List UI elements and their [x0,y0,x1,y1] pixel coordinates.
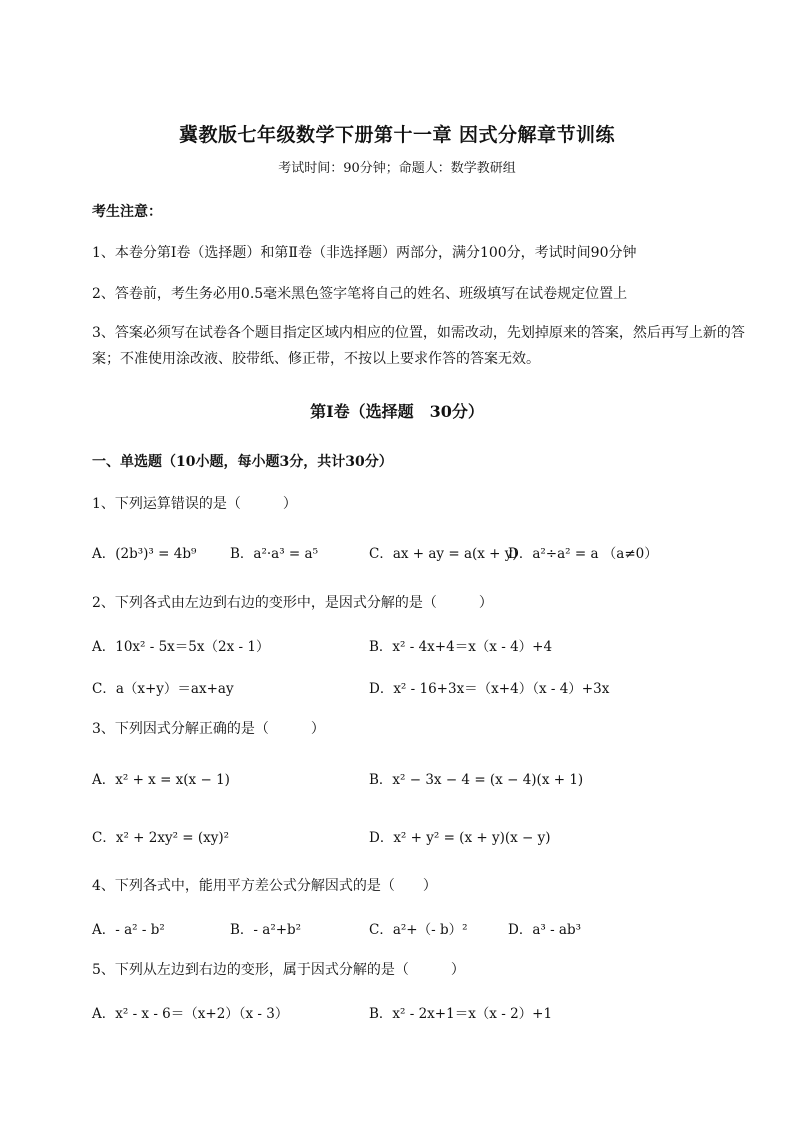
question-2-stem: 2、下列各式由左边到右边的变形中，是因式分解的是（ ） [92,595,493,611]
question-2-option-b: B．x² - 4x+4＝x（x - 4）+4 [369,639,553,655]
notice-item-3: 3、答案必须写在试卷各个题目指定区域内相应的位置，如需改动，先划掉原来的答案，然后再写上新的答案；不准使用涂改液、胶带纸、修正带，不按以上要求作答的答案无效。 [92,325,745,367]
page-title: 冀教版七年级数学下册第十一章 因式分解章节训练 [178,124,616,146]
question-3-option-d: D．x² + y² = (x + y)(x − y) [369,830,551,846]
question-2-option-d: D．x² - 16+3x＝（x+4）（x - 4）+3x [369,681,610,697]
question-5-option-a: A．x² - x - 6＝（x+2）（x - 3） [92,1006,289,1022]
question-2-option-c: C．a（x+y）＝ax+ay [92,681,234,697]
notice-item-1: 1、本卷分第I卷（选择题）和第Ⅱ卷（非选择题）两部分，满分100分，考试时间90分钟 [92,245,637,261]
notice-heading: 考生注意： [92,204,162,220]
question-4-option-a: A．- a² - b² [92,922,165,938]
question-1-stem: 1、下列运算错误的是（ ） [92,496,297,512]
notice-item-2: 2、答卷前，考生务必用0.5毫米黑色签字笔将自己的姓名、班级填写在试卷规定位置上 [92,286,628,302]
exam-info: 考试时间：90分钟；命题人：数学教研组 [278,161,516,176]
question-3-option-a: A．x² + x = x(x − 1) [92,772,230,788]
question-3-option-b: B．x² − 3x − 4 = (x − 4)(x + 1) [369,772,584,788]
question-4-option-d: D．a³ - ab³ [508,922,582,938]
question-2-option-a: A．10x² - 5x＝5x（2x - 1） [92,639,270,655]
question-5-stem: 5、下列从左边到右边的变形，属于因式分解的是（ ） [92,962,465,978]
part-heading: 一、单选题（10小题，每小题3分，共计30分） [92,454,393,470]
question-1-option-a: A．(2b³)³ = 4b⁹ [92,546,197,562]
question-1-option-b: B．a²·a³ = a⁵ [230,546,318,562]
question-3-stem: 3、下列因式分解正确的是（ ） [92,721,325,737]
question-1-option-c: C．ax + ay = a(x + y) [369,546,518,562]
question-4-stem: 4、下列各式中，能用平方差公式分解因式的是（ ） [92,878,437,894]
question-5-option-b: B．x² - 2x+1＝x（x - 2）+1 [369,1006,553,1022]
question-1-option-d: D．a²÷a² = a （a≠0） [508,546,658,562]
section-title: 第I卷（选择题 30分） [310,402,484,421]
question-3-option-c: C．x² + 2xy² = (xy)² [92,830,230,846]
question-4-option-c: C．a²+（- b）² [369,922,468,938]
question-4-option-b: B．- a²+b² [230,922,302,938]
